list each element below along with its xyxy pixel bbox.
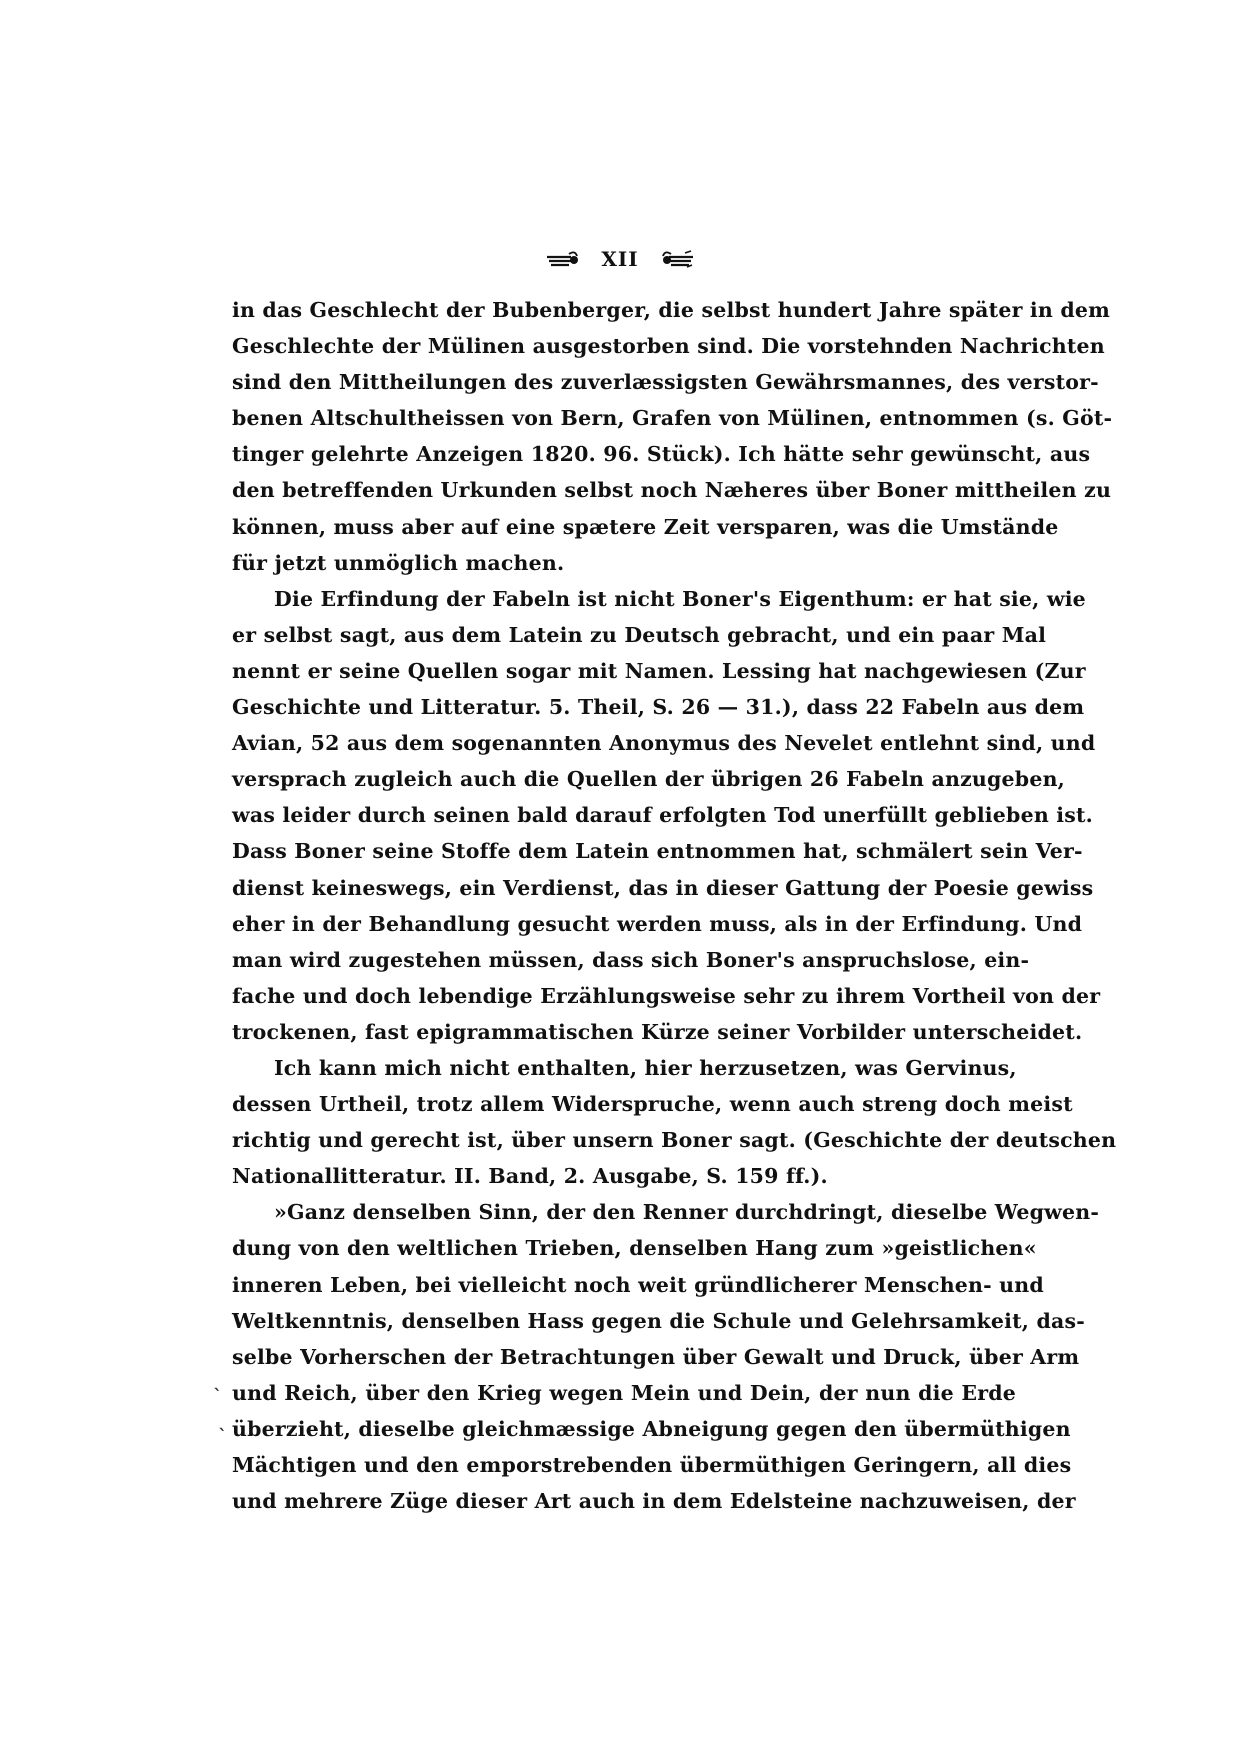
text-line: Mächtigen und den emporstrebenden übermüthigen Geringern, all dies [232,1453,1072,1477]
decorative-flourish-icon [545,250,579,268]
text-line: selbe Vorherschen der Betrachtungen über Gewalt und Druck, über Arm [232,1344,1080,1369]
text-line: inneren Leben, bei vielleicht noch weit gründlicherer Menschen- und [232,1272,1044,1297]
text-line: »Ganz denselben Sinn, der den Renner durchdringt, dieselbe Wegwen- [274,1200,1100,1225]
text-line: versprach zugleich auch die Quellen der übrigen 26 Fabeln anzugeben, [232,767,1066,792]
text-line: können, muss aber auf eine spætere Zeit versparen, was die Umstände [232,514,1059,539]
text-line: und mehrere Züge dieser Art auch in dem Edelsteine nachzuweisen, der [232,1489,1076,1514]
page-number: XII [601,247,639,271]
text-line: tinger gelehrte Anzeigen 1820. 96. Stück). Ich hätte sehr gewünscht, aus [232,442,1091,467]
text-line: überzieht, dieselbe gleichmæssige Abneigung gegen den übermüthigen [232,1416,1071,1441]
text-line: sind den Mittheilungen des zuverlæssigsten Gewährsmannes, des verstor- [232,370,1099,395]
text-line: was leider durch seinen bald darauf erfolgten Tod unerfüllt geblieben ist. [232,803,1093,828]
text-line: eher in der Behandlung gesucht werden muss, als in der Erfindung. Und [232,911,1083,936]
text-line: fache und doch lebendige Erzählungsweise sehr zu ihrem Vortheil von der [232,983,1101,1008]
text-line: dessen Urtheil, trotz allem Widerspruche, wenn auch streng doch meist [232,1092,1073,1117]
text-line: nennt er seine Quellen sogar mit Namen. Lessing hat nachgewiesen (Zur [232,658,1086,683]
text-line: den betreffenden Urkunden selbst noch Næheres über Boner mittheilen zu [232,478,1112,503]
text-line: dienst keineswegs, ein Verdienst, das in dieser Gattung der Poesie gewiss [232,875,1094,900]
running-head [520,244,720,274]
text-line: trockenen, fast epigrammatischen Kürze seiner Vorbilder unterscheidet. [232,1019,1083,1044]
text-line: benen Altschultheissen von Bern, Grafen von Mülinen, entnommen (s. Göt- [232,406,1113,431]
text-line: für jetzt unmöglich machen. [232,550,565,575]
text-line: dung von den weltlichen Trieben, denselben Hang zum »geistlichen« [232,1236,1037,1261]
text-line: Avian, 52 aus dem sogenannten Anonymus des Nevelet entlehnt sind, und [232,731,1096,756]
text-line: richtig und gerecht ist, über unsern Boner sagt. (Geschichte der deutschen [232,1128,1117,1153]
text-line: Ich kann mich nicht enthalten, hier herzusetzen, was Gervinus, [274,1055,1017,1080]
text-line: er selbst sagt, aus dem Latein zu Deutsch gebracht, und ein paar Mal [232,622,1047,647]
text-line: in das Geschlecht der Bubenberger, die selbst hundert Jahre später in dem [232,298,1111,322]
body-text [232,292,1117,1519]
decorative-flourish-icon [661,250,695,268]
text-line: Weltkenntnis, denselben Hass gegen die Schule und Gelehrsamkeit, das- [232,1308,1085,1333]
text-line: man wird zugestehen müssen, dass sich Boner's anspruchslose, ein- [232,947,1030,972]
margin-mark: ` [218,1426,227,1447]
text-line: Dass Boner seine Stoffe dem Latein entnommen hat, schmälert sein Ver- [232,839,1083,864]
margin-mark: ` [213,1386,222,1407]
text-line: Geschlechte der Mülinen ausgestorben sind. Die vorstehnden Nachrichten [232,334,1105,359]
text-line: Nationallitteratur. II. Band, 2. Ausgabe, S. 159 ff.). [232,1164,828,1189]
text-line: und Reich, über den Krieg wegen Mein und Dein, der nun die Erde [232,1380,1016,1405]
text-line: Die Erfindung der Fabeln ist nicht Boner's Eigenthum: er hat sie, wie [274,586,1086,611]
text-line: Geschichte und Litteratur. 5. Theil, S. 26 — 31.), dass 22 Fabeln aus dem [232,695,1085,720]
